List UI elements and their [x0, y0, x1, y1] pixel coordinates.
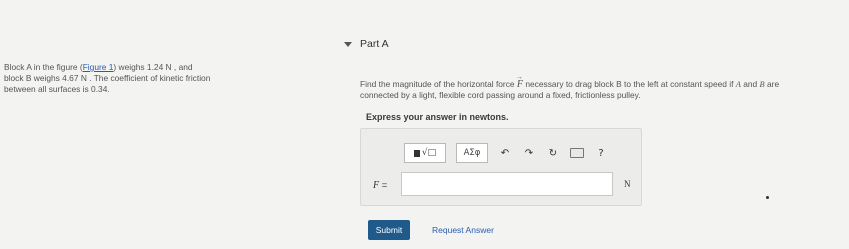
vector-f-symbol: → F — [517, 79, 523, 90]
problem-statement — [4, 62, 304, 95]
keyboard-icon — [570, 148, 584, 158]
question-line-1: Find the magnitude of the horizontal force → F necessary to drag block B to the left at constant speed if A and B are — [360, 79, 849, 90]
undo-icon[interactable]: ↶ — [500, 147, 510, 159]
greek-symbols-button[interactable]: ΑΣφ — [456, 143, 488, 163]
question-text — [360, 79, 849, 101]
mouse-cursor — [766, 196, 769, 199]
answer-input[interactable] — [401, 172, 613, 196]
problem-line-3: between all surfaces is 0.34. — [4, 84, 110, 94]
part-a-header[interactable] — [344, 38, 389, 50]
chevron-down-icon — [344, 42, 352, 47]
help-icon[interactable]: ? — [598, 147, 604, 159]
keyboard-shortcuts-button[interactable] — [570, 144, 584, 162]
square-icon — [414, 150, 420, 157]
submit-button[interactable]: Submit — [368, 220, 410, 240]
redo-icon[interactable]: ↷ — [524, 147, 534, 159]
figure-link[interactable]: Figure 1 — [82, 62, 114, 72]
question-line-2: connected by a light, flexible cord passing around a fixed, frictionless pulley. — [360, 90, 641, 100]
templates-button[interactable] — [404, 143, 446, 163]
reset-icon[interactable]: ↻ — [548, 147, 558, 159]
radical-icon: √□ — [421, 148, 437, 158]
problem-line-1: Block A in the figure (Figure 1) weighs 1.24 N , and — [4, 62, 193, 72]
answer-instruction: Express your answer in newtons. — [366, 112, 509, 122]
request-answer-link[interactable]: Request Answer — [432, 225, 494, 235]
answer-label: F = — [373, 180, 388, 191]
problem-line-2: block B weighs 4.67 N . The coefficient of kinetic friction — [4, 73, 211, 83]
math-toolbar — [404, 143, 608, 163]
part-title: Part A — [360, 38, 389, 50]
unit-label: N — [624, 179, 631, 189]
